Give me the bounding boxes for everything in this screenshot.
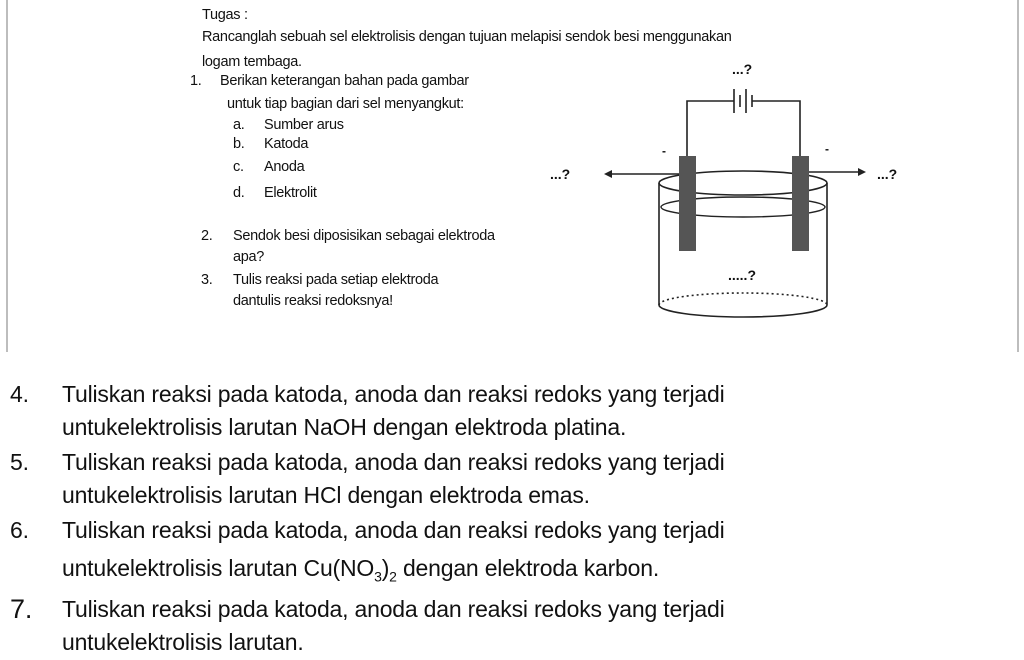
question-line2: untukelektrolisis larutan HCl dengan elektroda emas. xyxy=(62,482,590,508)
left-electrode xyxy=(679,156,696,251)
q1-item-text: Elektrolit xyxy=(264,185,317,201)
q1-line1: Berikan keterangan bahan pada gambar xyxy=(220,73,469,89)
question-number: 5. xyxy=(10,449,29,475)
left-arrow xyxy=(604,170,679,178)
battery-symbol xyxy=(734,89,752,113)
formula-subscript: 2 xyxy=(389,568,397,585)
q1-item-letter: a. xyxy=(233,117,245,133)
q3-line2: dantulis reaksi redoksnya! xyxy=(233,293,393,309)
electrolysis-cell-diagram xyxy=(540,55,920,320)
q3-line1: Tulis reaksi pada setiap elektroda xyxy=(233,272,439,288)
formula-subscript: 3 xyxy=(374,568,382,585)
question-number: 6. xyxy=(10,517,29,543)
sign-right: - xyxy=(825,142,829,156)
q2-line1: Sendok besi diposisikan sebagai elektroda xyxy=(233,228,495,244)
question-line1: Tuliskan reaksi pada katoda, anoda dan reaksi redoks yang terjadi xyxy=(62,517,725,543)
q1-item-text: Sumber arus xyxy=(264,117,344,133)
q1-item-text: Anoda xyxy=(264,159,305,175)
task-intro-line2: logam tembaga. xyxy=(202,54,302,70)
label-right-electrode: ...? xyxy=(877,166,898,182)
task-intro-line1: Rancanglah sebuah sel elektrolisis dengan tujuan melapisi sendok besi menggunakan xyxy=(202,29,732,45)
question-line2: untukelektrolisis larutan. xyxy=(62,629,304,655)
label-left-electrode: ...? xyxy=(550,166,571,182)
right-border-line xyxy=(1017,0,1019,352)
q1-item-letter: b. xyxy=(233,136,245,152)
task-heading: Tugas : xyxy=(202,7,248,23)
q3-number: 3. xyxy=(201,272,213,288)
question-line1: Tuliskan reaksi pada katoda, anoda dan reaksi redoks yang terjadi xyxy=(62,449,725,475)
q1-item-letter: c. xyxy=(233,159,244,175)
sign-left: - xyxy=(662,144,666,158)
q1-item-letter: d. xyxy=(233,185,245,201)
question-line2: untukelektrolisis larutan NaOH dengan elektroda platina. xyxy=(62,414,627,440)
question-line1: Tuliskan reaksi pada katoda, anoda dan reaksi redoks yang terjadi xyxy=(62,381,725,407)
question-number: 7. xyxy=(10,594,33,624)
q1-line2: untuk tiap bagian dari sel menyangkut: xyxy=(227,96,464,112)
q2-line2: apa? xyxy=(233,249,265,265)
question-line2-mid: ) xyxy=(381,555,390,581)
right-arrow xyxy=(809,168,866,176)
question-line2-post: dengan elektroda karbon. xyxy=(396,555,660,581)
right-electrode xyxy=(792,156,809,251)
question-line1: Tuliskan reaksi pada katoda, anoda dan reaksi redoks yang terjadi xyxy=(62,596,725,622)
question-number: 4. xyxy=(10,381,29,407)
q2-number: 2. xyxy=(201,228,213,244)
q1-number: 1. xyxy=(190,73,202,89)
q1-item-text: Katoda xyxy=(264,136,309,152)
question-line2-pre: untukelektrolisis larutan Cu(NO xyxy=(62,555,375,581)
circuit-wires xyxy=(687,101,800,156)
label-electrolyte: .....? xyxy=(728,267,756,283)
label-power-source: ...? xyxy=(732,61,753,77)
left-border-line xyxy=(6,0,8,352)
question-line2 xyxy=(62,553,659,592)
